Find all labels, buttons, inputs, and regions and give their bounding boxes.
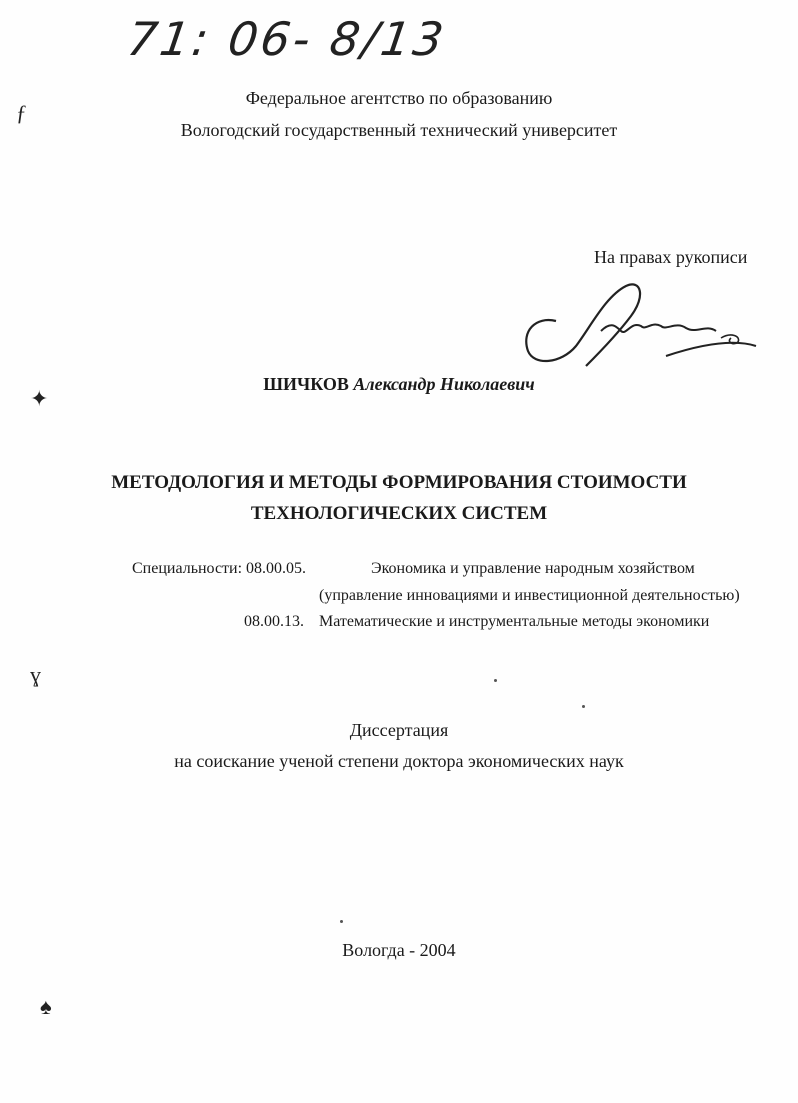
margin-mark-icon: ɣ [30,662,41,687]
city-year: Вологда - 2004 [342,940,456,960]
specialty-1-name: Экономика и управление народным хозяйством [371,560,695,577]
scan-speck [340,920,343,923]
author-given-names: Александр Николаевич [353,374,535,394]
margin-mark-icon: ♠ [40,994,52,1019]
agency-name: Федеральное агентство по образованию [245,88,553,108]
title-line-1: МЕТОДОЛОГИЯ И МЕТОДЫ ФОРМИРОВАНИЯ СТОИМОСТИ [111,472,687,493]
handwritten-archive-code: 71: 06- 8/13 [124,12,450,66]
signature-image [516,276,766,376]
author-surname: ШИЧКОВ [263,374,349,394]
university-name: Вологодский государственный технический университет [180,120,618,140]
author-name [0,374,798,395]
specialties-label: Специальности: 08.00.05. [132,560,307,577]
degree-statement: на соискание ученой степени доктора экономических наук [174,751,624,771]
dissertation-label: Диссертация [349,720,449,740]
dissertation-title [0,467,798,529]
manuscript-rights-note: На правах рукописи [594,247,748,267]
margin-mark-icon: ✦ [30,386,49,411]
specialty-2-name: Математические и инструментальные методы экономики [319,613,710,630]
specialty-1-detail: (управление инновациями и инвестиционной деятельностью) [319,587,740,604]
margin-mark-icon: ƒ [16,100,27,125]
title-line-2: ТЕХНОЛОГИЧЕСКИХ СИСТЕМ [250,503,548,524]
scan-speck [494,679,497,682]
scan-speck [582,705,585,708]
specialty-2-code: 08.00.13. [244,613,304,630]
